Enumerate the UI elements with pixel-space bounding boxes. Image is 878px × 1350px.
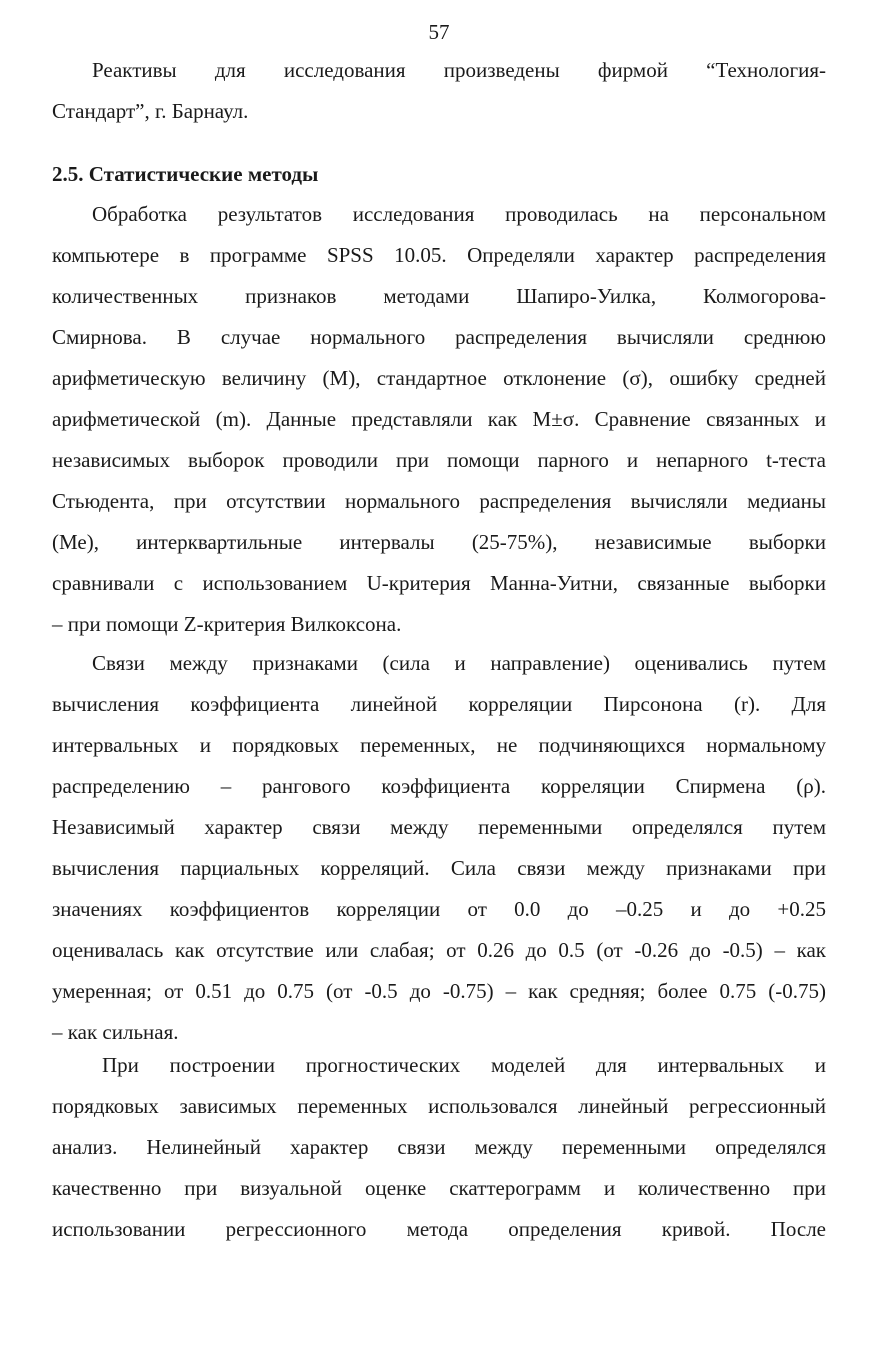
paragraph-line: компьютере в программе SPSS 10.05. Определяли характер распределения <box>52 243 826 267</box>
page-number: 57 <box>428 20 450 44</box>
paragraph-line: распределению – рангового коэффициента корреляции Спирмена (ρ). <box>52 774 826 798</box>
paragraph-line: Обработка результатов исследования проводилась на персональном <box>92 202 826 226</box>
paragraph-regression <box>52 1045 826 1250</box>
paragraph-line: Смирнова. В случае нормального распределения вычисляли среднюю <box>52 325 826 349</box>
paragraph-line: Связи между признаками (сила и направление) оценивались путем <box>92 651 826 675</box>
paragraph-line: порядковых зависимых переменных использовался линейный регрессионный <box>52 1094 826 1118</box>
paragraph-statistics-processing <box>52 194 826 645</box>
paragraph-line: оценивалась как отсутствие или слабая; от 0.26 до 0.5 (от -0.26 до -0.5) – как <box>52 938 826 962</box>
paragraph-line: вычисления парциальных корреляций. Сила связи между признаками при <box>52 856 826 880</box>
paragraph-line: арифметическую величину (М), стандартное отклонение (σ), ошибку средней <box>52 366 826 390</box>
paragraph-line: интервальных и порядковых переменных, не подчиняющихся нормальному <box>52 733 826 757</box>
paragraph-line: количественных признаков методами Шапиро-Уилка, Колмогорова- <box>52 284 826 308</box>
section-heading: 2.5. Статистические методы <box>52 162 319 186</box>
paragraph-line: сравнивали с использованием U-критерия Манна-Уитни, связанные выборки <box>52 571 826 595</box>
paragraph-line: умеренная; от 0.51 до 0.75 (от -0.5 до -0.75) – как средняя; более 0.75 (-0.75) <box>52 979 826 1003</box>
paragraph-correlation <box>52 643 826 1053</box>
paragraph-line: использовании регрессионного метода определения кривой. После <box>52 1217 826 1241</box>
paragraph-line: качественно при визуальной оценке скаттерограмм и количественно при <box>52 1176 826 1200</box>
paragraph-line: Независимый характер связи между переменными определялся путем <box>52 815 826 839</box>
intro-line-1: Реактивы для исследования произведены фирмой “Технология- <box>92 58 826 82</box>
paragraph-line: независимых выборок проводили при помощи парного и непарного t-теста <box>52 448 826 472</box>
paragraph-line: анализ. Нелинейный характер связи между переменными определялся <box>52 1135 826 1159</box>
intro-line-2: Стандарт”, г. Барнаул. <box>52 99 249 123</box>
paragraph-line: При построении прогностических моделей для интервальных и <box>102 1053 826 1077</box>
paragraph-line: – как сильная. <box>52 1020 179 1044</box>
intro-paragraph <box>52 50 826 132</box>
paragraph-line: вычисления коэффициента линейной корреляции Пирсонона (r). Для <box>52 692 826 716</box>
paragraph-line: Стьюдента, при отсутствии нормального распределения вычисляли медианы <box>52 489 826 513</box>
paragraph-line: (Ме), интерквартильные интервалы (25-75%), независимые выборки <box>52 530 826 554</box>
paragraph-line: арифметической (m). Данные представляли как М±σ. Сравнение связанных и <box>52 407 826 431</box>
paragraph-line: – при помощи Z-критерия Вилкоксона. <box>52 612 402 636</box>
paragraph-line: значениях коэффициентов корреляции от 0.0 до –0.25 и до +0.25 <box>52 897 826 921</box>
